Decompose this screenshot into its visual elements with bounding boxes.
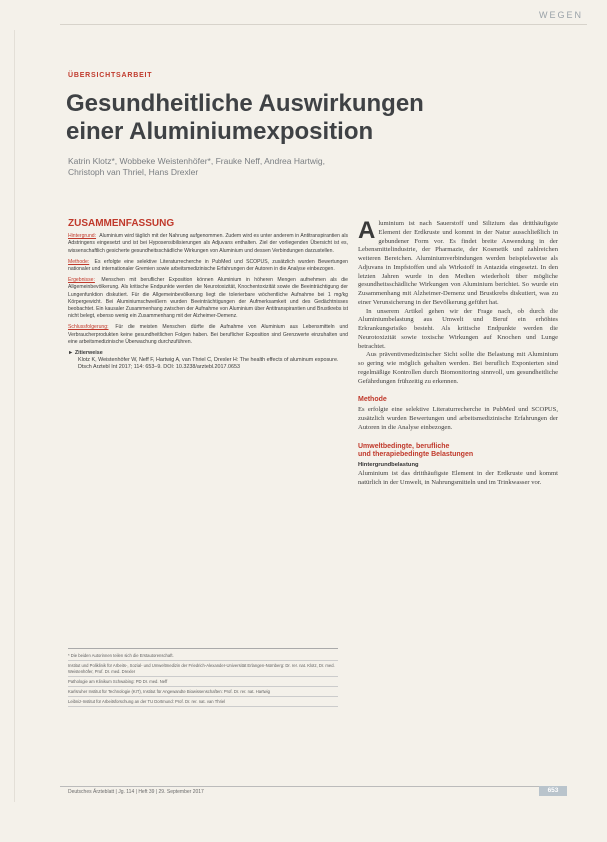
method-paragraph: Es erfolgte eine selektive Literaturrecherche in PubMed und SCOPUS, zusätzlich wurden Bewertungen und arbeitsmedizinische Erfahrungen der Autoren in die Analyse einbezogen. [358,406,558,431]
exposure-heading-line-2: und therapiebedingte Belastungen [358,450,474,458]
footnotes [68,648,338,707]
page-number: 653 [539,786,567,796]
footnote: Karlsruher Institut für Technologie (KIT), Institut für Angewandte Biowissenschaften: Prof. Dr. rer. nat. Hartwig [68,687,338,697]
footnote: Leibniz-Institut für Arbeitsforschung an der TU Dortmund: Prof. Dr. rer. nat. van Thriel [68,697,338,707]
article-category: ÜBERSICHTSARBEIT [68,72,153,79]
authors-line-1: Katrin Klotz*, Wobbeke Weistenhöfer*, Frauke Neff, Andrea Hartwig, [68,156,326,166]
body-column [358,217,558,488]
title-line-2: einer Aluminiumexposition [66,118,374,145]
citation-heading: ► Zitierweise [68,350,103,357]
footnote: * Die beiden Autorinnen teilen sich die Erstautorenschaft. [68,651,338,661]
drop-cap: A [358,217,376,244]
margin-line [14,30,15,802]
footnote: Pathologie am Klinikum Schwabing: PD Dr. med. Neff [68,677,338,687]
exposure-heading-line-1: Umweltbedingte, berufliche [358,442,450,450]
title-line-1: Gesundheitliche Auswirkungen [66,90,424,117]
summary-results [68,277,348,320]
results-lead: Ergebnisse: [68,277,95,284]
method-lead: Methode: [68,258,90,265]
section-tag: WEGEN [538,10,583,20]
background-lead: Hintergrund: [68,233,97,240]
body-paragraph: Aus präventivmedizinischer Sicht sollte die Belastung mit Aluminium so gering wie möglich gehalten werden. Bei beruflich Exponierten sind regelmäßige Kontrollen durch Biomonitoring sinnvoll, um gesundheitliche Gefährdungen frühzeitig zu erkennen. [358,351,558,385]
conclusion-text: Für die meisten Menschen dürfte die Aufnahme von Aluminium aus Lebensmitteln und Verbraucherprodukten keine gesundheitlichen Folgen haben. Bei beruflicher Exposition sind Grenzwerte einzuhalten und eine arbeitsmedizinische Überwachung durchzuführen. [68,324,348,345]
journal-footer: Deutsches Ärzteblatt | Jg. 114 | Heft 39 | 29. September 2017 [68,789,204,795]
background-paragraph: Aluminium ist das dritthäufigste Element in der Erdkruste und kommt natürlich in der Umwelt, in Nahrungsmitteln und im Trinkwasser vor. [358,470,558,486]
method-heading: Methode [358,396,387,404]
citation-block [68,350,348,372]
summary-box [68,220,348,372]
results-text: Menschen mit beruflicher Exposition können Aluminium in höheren Mengen aufnehmen als die Allgemeinbevölkerung. Als kritische Endpunkte werden die Neurotoxizität, Knochentoxizität sowie die Beeinträchtigung der Lungenfunktion diskutiert. Für die Allgemeinbevölkerung liegt die tolerierbare wöchentliche Aufnahme bei 1 mg/kg Körpergewicht. Bei Aluminiumschweißern wurden Beeinträchtigungen der Aufmerksamkeit und des Gedächtnisses beobachtet. Ein kausaler Zusammenhang zwischen der Aufnahme von Aluminium über Antitranspirantien und Brustkrebs ist nicht belegt, ebenso wenig ein Zusammenhang mit der Alzheimer-Demenz. [68,277,348,320]
summary-method [68,259,348,273]
intro-text: luminium ist nach Sauerstoff und Silizium das dritthäufigste Element der Erdkruste und kommt in der Natur ausschließlich in gebundener Form vor. Es findet breite Anwendung in der Lebensmittelindustrie, der Pharmazie, der Kosmetik und zahlreichen weiteren Bereichen. Aluminiumverbindungen werden beispielsweise als Adjuvans in Impfstoffen und als Wirkstoff in Antazida eingesetzt. In den letzten Jahren wurde in den Medien wiederholt über mögliche gesundheitsschädliche Wirkungen von Aluminium berichtet. So wurde ein Zusammenhang mit Alzheimer-Demenz und Brustkrebs diskutiert, was zu einer Verunsicherung in der Bevölkerung geführt hat. [358,220,558,306]
header-rule [60,24,587,25]
background-text: Aluminium wird täglich mit der Nahrung aufgenommen. Zudem wird es unter anderem in Antitranspirantien als Adstringens eingesetzt und ist bei Hyposensibilisierungen als Adjuvans enthalten. Ziel der vorliegenden Übersicht ist es, wissenschaftlich gesicherte gesundheitsschädliche Wirkungen von Aluminium und dessen Verbindungen darzustellen. [68,233,348,254]
summary-background [68,233,348,255]
body-paragraph: In unserem Artikel gehen wir der Frage nach, ob durch die Aluminiumbelastung aus Umwelt und Beruf ein erhöhtes Erkrankungsrisiko besteht. Als kritische Endpunkte werden die Neurotoxizität sowie toxische Wirkungen auf Knochen und Lunge betrachtet. [358,307,558,350]
article-title [66,90,456,146]
summary-conclusion [68,324,348,346]
summary-heading: ZUSAMMENFASSUNG [68,218,175,229]
background-subheading: Hintergrundbelastung [358,461,419,468]
authors [68,156,438,178]
authors-line-2: Christoph van Thriel, Hans Drexler [68,167,199,177]
exposure-heading [358,443,558,459]
method-text: Es erfolgte eine selektive Literaturrecherche in PubMed und SCOPUS, zusätzlich wurden Bewertungen nationaler und internationaler Gremien sowie arbeitsmedizinische Erfahrungen der Autoren in die Analyse einbezogen. [68,258,348,273]
footnote: Institut und Poliklinik für Arbeits-, Sozial- und Umweltmedizin der Friedrich-Alexander-Universität Erlangen-Nürnberg: Dr. rer. nat. Klotz, Dr. med. Weistenhöfer, Prof. Dr. med. Drexler [68,661,338,677]
conclusion-lead: Schlussfolgerung: [68,324,109,331]
intro-paragraph [358,217,558,308]
citation-text: Klotz K, Weistenhöfer W, Neff F, Hartwig A, van Thriel C, Drexler H: The health effects of aluminum exposure. Dtsch Arztebl Int 2017; 114: 653–9. DOI: 10.3238/arztebl.2017.0653 [78,357,339,371]
